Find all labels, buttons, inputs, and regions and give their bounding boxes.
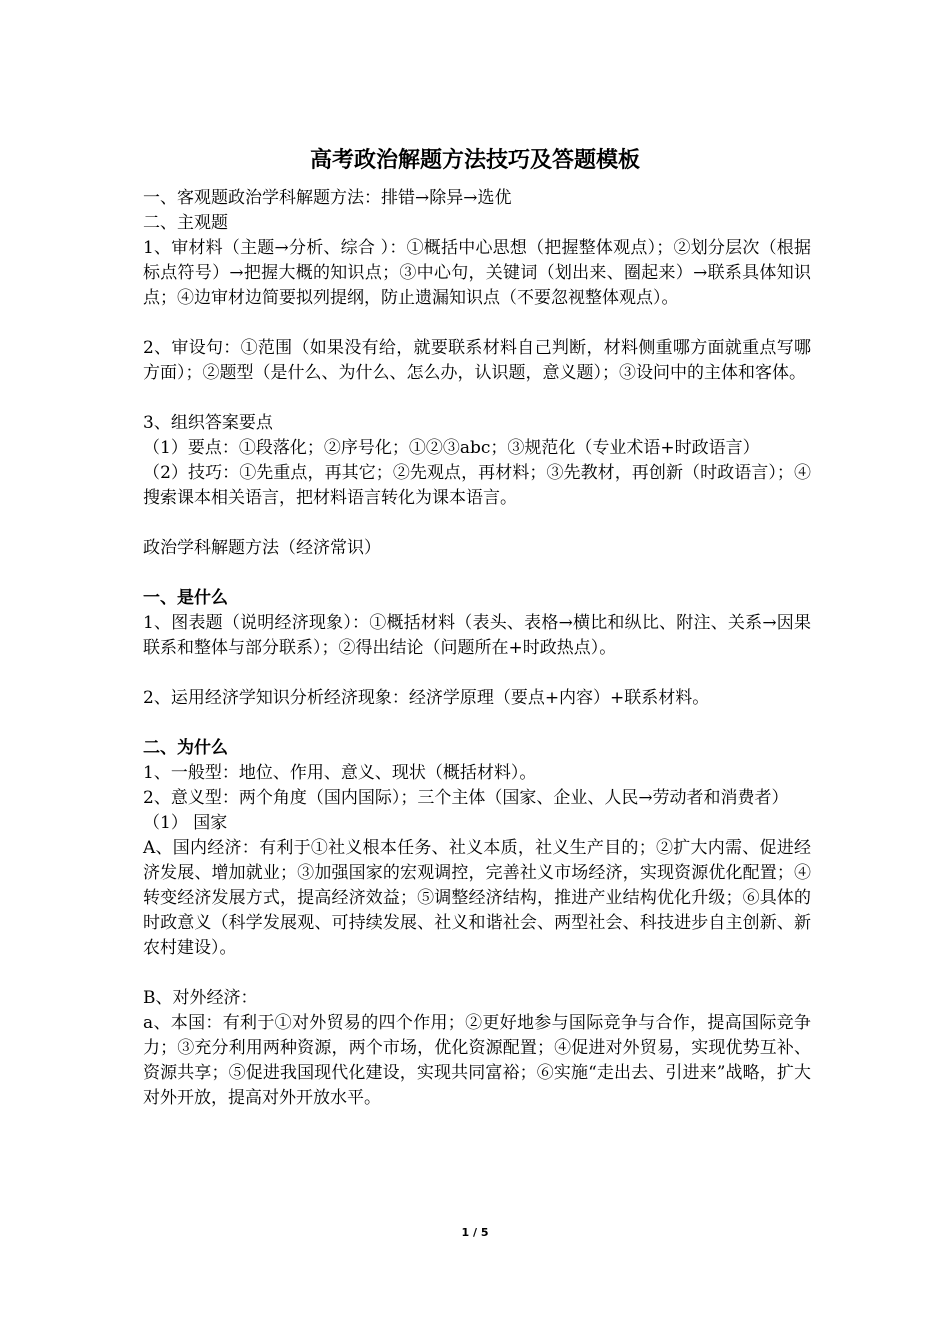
blank-line (143, 511, 811, 536)
paragraph: 二、主观题 (143, 213, 228, 233)
document-title: 高考政治解题方法技巧及答题模板 (309, 147, 640, 173)
paragraph: 2、意义型：两个角度（国内国际）；三个主体（国家、企业、人民→劳动者和消费者） (143, 788, 789, 808)
section-heading: 一、是什么 (143, 588, 228, 608)
paragraph: （2）技巧：①先重点，再其它；②先观点，再材料；③先教材，再创新（时政语言）；④搜索课本相关语言，把材料语言转化为课本语言。 (143, 463, 811, 508)
paragraph: B、对外经济： (143, 988, 258, 1008)
paragraph: （1） 国家 (143, 813, 228, 833)
blank-line (143, 711, 811, 736)
paragraph: 3、组织答案要点 (143, 413, 273, 433)
paragraph: （1）要点：①段落化；②序号化；①②③abc；③规范化（专业术语+时政语言） (143, 438, 760, 458)
paragraph: 2、审设句：①范围（如果没有给，就要联系材料自己判断，材料侧重哪方面就重点写哪方面）；②题型（是什么、为什么、怎么办，认识题，意义题）；③设问中的主体和客体。 (143, 338, 811, 383)
paragraph: 1、一般型：地位、作用、意义、现状（概括材料）。 (143, 763, 537, 783)
paragraph: 一、客观题政治学科解题方法：排错→除异→选优 (143, 188, 512, 208)
paragraph: a、本国：有利于①对外贸易的四个作用；②更好地参与国际竞争与合作，提高国际竞争力；③充分利用两种资源，两个市场，优化资源配置；④促进对外贸易，实现优势互补、资源共享；⑤促进我国现代化建设，实现共同富裕；⑥实施“走出去、引进来”战略，扩大对外开放，提高对外开放水平。 (143, 1013, 811, 1108)
paragraph: A、国内经济：有利于①社义根本任务、社义本质，社义生产目的；②扩大内需、促进经济发展、增加就业；③加强国家的宏观调控，完善社义市场经济，实现资源优化配置；④转变经济发展方式，提高经济效益；⑤调整经济结构，推进产业结构优化升级；⑥具体的时政意义（科学发展观、可持续发展、社义和谐社会、两型社会、科技进步自主创新、新农村建设）。 (143, 838, 811, 958)
section-heading: 二、为什么 (143, 738, 228, 758)
blank-line (143, 561, 811, 586)
page-number: 1 / 5 (461, 1226, 489, 1239)
paragraph: 1、图表题（说明经济现象）：①概括材料（表头、表格→横比和纵比、附注、关系→因果联系和整体与部分联系）；②得出结论（问题所在+时政热点）。 (143, 613, 811, 658)
paragraph: 政治学科解题方法（经济常识） (143, 538, 381, 558)
paragraph: 1、审材料（主题→分析、综合 ）：①概括中心思想（把握整体观点）；②划分层次（根据标点符号）→把握大概的知识点；③中心句，关键词（划出来、圈起来）→联系具体知识点；④边审材边简要拟列提纲，防止遗漏知识点（不要忽视整体观点）。 (143, 238, 811, 308)
blank-line (143, 661, 811, 686)
blank-line (143, 386, 811, 411)
paragraph: 2、运用经济学知识分析经济现象：经济学原理（要点+内容）+联系材料。 (143, 688, 710, 708)
blank-line (143, 311, 811, 336)
blank-line (143, 961, 811, 986)
document-body (143, 186, 811, 1111)
